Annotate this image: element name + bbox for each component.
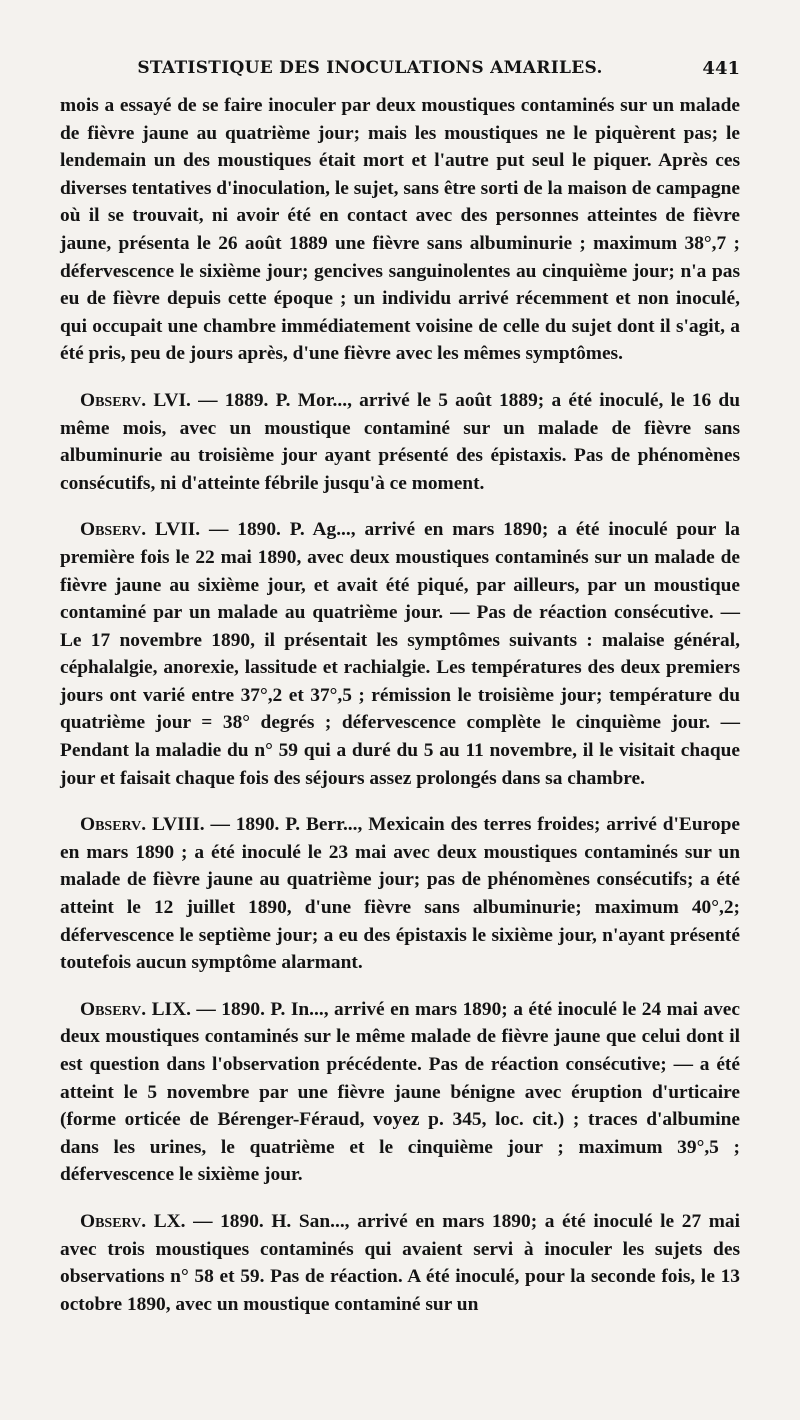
paragraph-text: LVI. — 1889. P. Mor..., arrivé le 5 août 1889; a été inoculé, le 16 du même mois, avec un moustique contaminé sur un malade de fièvre sans albuminurie au troisième jour ayant présenté des épistaxis. Pas de phénomènes consécutifs, ni d'atteinte fébrile jusqu'à ce moment. <box>60 389 740 494</box>
page-number: 441 <box>702 58 740 79</box>
observation-60 <box>60 1208 740 1318</box>
paragraph-text: LVIII. — 1890. P. Berr..., Mexicain des terres froides; arrivé d'Europe en mars 1890 ; a été inoculé le 23 mai avec deux moustiques contaminés sur un malade de fièvre jaune au quatrième jour; pas de phénomènes consécutifs; a été atteint le 12 juillet 1890, d'une fièvre sans albuminurie; maximum 40°,2; défervescence le septième jour; a eu des épistaxis le sixième jour, n'ayant présenté toutefois aucun symptôme alarmant. <box>60 814 740 974</box>
observation-label: Observ. <box>80 389 147 411</box>
paragraph-text: LVII. — 1890. P. Ag..., arrivé en mars 1890; a été inoculé pour la première fois le 22 mai 1890, avec deux moustiques contaminés sur un malade de fièvre jaune au sixième jour, et avait été piqué, par ailleurs, par un moustique contaminé par un malade au quatrième jour. — Pas de réaction consécutive. — Le 17 novembre 1890, il présentait les symptômes suivants : malaise général, céphalalgie, anorexie, lassitude et rachialgie. Les températures des deux premiers jours ont varié entre 37°,2 et 37°,5 ; rémission le troisième jour; température du quatrième jour = 38° degrés ; défervescence complète le cinquième jour. — Pendant la maladie du n° 59 qui a duré du 5 au 11 novembre, il le visitait chaque jour et faisait chaque fois des séjours assez prolongés dans sa chambre. <box>60 519 740 789</box>
running-head <box>60 58 740 88</box>
observation-label: Observ. <box>80 1210 147 1232</box>
observation-label: Observ. <box>80 814 147 836</box>
observation-label: Observ. <box>80 998 147 1020</box>
paragraph-text: LX. — 1890. H. San..., arrivé en mars 1890; a été inoculé le 27 mai avec trois moustiques contaminés qui avaient servi à inoculer les sujets des observations n° 58 et 59. Pas de réaction. A été inoculé, pour la seconde fois, le 13 octobre 1890, avec un moustique contaminé sur un <box>60 1210 740 1315</box>
observation-59 <box>60 996 740 1189</box>
observation-label: Observ. <box>80 519 147 541</box>
paragraph-continued <box>60 92 740 368</box>
paragraph-text: mois a essayé de se faire inoculer par deux moustiques contaminés sur un malade de fièvre jaune au quatrième jour; mais les moustiques ne le piquèrent pas; le lendemain un des moustiques était mort et l'autre put seul le piquer. Après ces diverses tentatives d'inoculation, le sujet, sans être sorti de la maison de campagne où il se trouvait, ni avoir été en contact avec des personnes atteintes de fièvre jaune, présenta le 26 août 1889 une fièvre sans albuminurie ; maximum 38°,7 ; défervescence le sixième jour; gencives sanguinolentes au cinquième jour; n'a pas eu de fièvre depuis cette époque ; un individu arrivé récemment et non inoculé, qui occupait une chambre immédiatement voisine de celle du sujet dont il s'agit, a été pris, peu de jours après, d'une fièvre avec les mêmes symptômes. <box>60 95 740 365</box>
observation-58 <box>60 811 740 977</box>
running-title: STATISTIQUE DES INOCULATIONS AMARILES. <box>137 58 603 78</box>
observation-57 <box>60 516 740 792</box>
body-text <box>60 92 740 1318</box>
paragraph-text: LIX. — 1890. P. In..., arrivé en mars 1890; a été inoculé le 24 mai avec deux moustiques contaminés sur le même malade de fièvre jaune que celui dont il est question dans l'observation précédente. Pas de réaction consécutive; — a été atteint le 5 novembre par une fièvre jaune bénigne avec éruption d'urticaire (forme orticée de Bérenger-Féraud, voyez p. 345, loc. cit.) ; traces d'albumine dans les urines, le quatrième et le cinquième jour ; maximum 39°,5 ; défervescence le sixième jour. <box>60 998 740 1186</box>
observation-56 <box>60 387 740 497</box>
